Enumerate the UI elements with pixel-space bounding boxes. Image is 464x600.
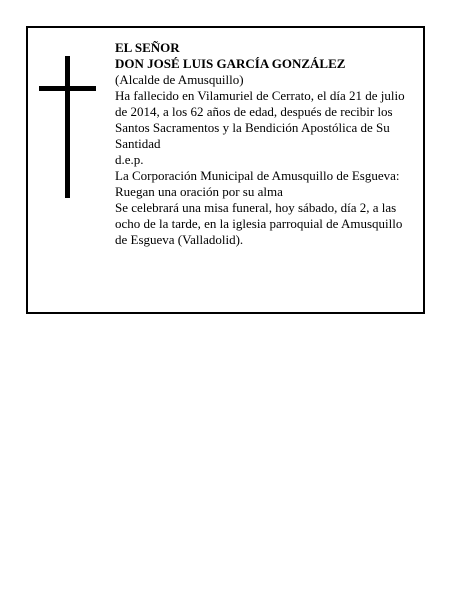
body-line: de 2014, a los 62 años de edad, después de recibir los: [115, 104, 393, 119]
body-line: Ruegan una oración por su alma: [115, 184, 283, 199]
body-line: La Corporación Municipal de Amusquillo de Esgueva:: [115, 168, 400, 183]
body-line: Santidad: [115, 136, 161, 151]
deceased-name: DON JOSÉ LUIS GARCÍA GONZÁLEZ: [115, 56, 346, 71]
body-line: Santos Sacramentos y la Bendición Apostólica de Su: [115, 120, 390, 135]
body-line: Se celebrará una misa funeral, hoy sábado, día 2, a las: [115, 200, 397, 215]
body-line: de Esgueva (Valladolid).: [115, 232, 244, 247]
cross-vertical-bar: [65, 56, 70, 198]
body-line: d.e.p.: [115, 152, 144, 167]
notice-heading: EL SEÑOR: [115, 40, 180, 55]
body-line: Ha fallecido en Vilamuriel de Cerrato, el día 21 de julio: [115, 88, 405, 103]
body-line: ocho de la tarde, en la iglesia parroquial de Amusquillo: [115, 216, 403, 231]
obituary-text: [115, 40, 425, 248]
deceased-role: (Alcalde de Amusquillo): [115, 72, 244, 87]
cross-horizontal-bar: [39, 86, 96, 91]
obituary-notice: [26, 26, 425, 314]
